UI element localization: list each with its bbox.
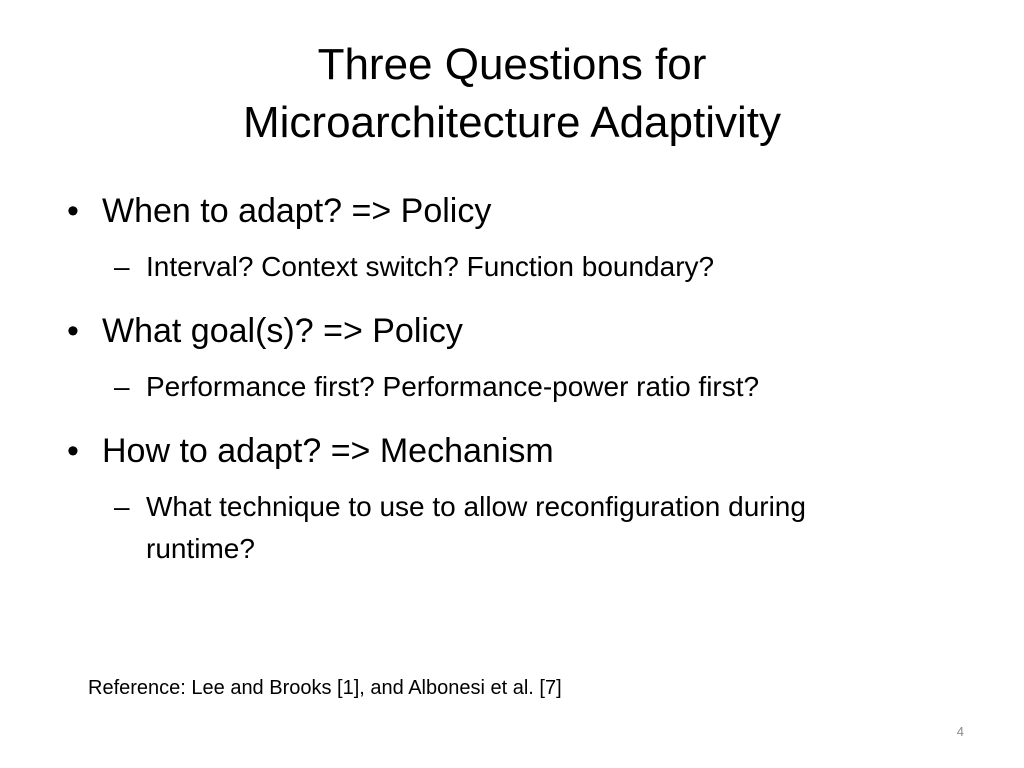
sub-bullet-text: Interval? Context switch? Function boundary? bbox=[146, 251, 715, 282]
slide-title-line-2: Microarchitecture Adaptivity bbox=[243, 98, 781, 147]
bullet-icon: • bbox=[67, 312, 79, 350]
bullet-item-how bbox=[58, 428, 958, 474]
sub-bullet-when bbox=[114, 246, 958, 288]
sub-bullet-text: What technique to use to allow reconfiguration during runtime? bbox=[146, 491, 806, 564]
slide-title-line-1: Three Questions for bbox=[317, 40, 707, 89]
bullet-list bbox=[58, 188, 958, 590]
bullet-text: When to adapt? => Policy bbox=[102, 192, 492, 230]
dash-icon: – bbox=[114, 371, 130, 402]
page-number: 4 bbox=[956, 724, 964, 739]
sub-bullet-text: Performance first? Performance-power ratio first? bbox=[146, 371, 760, 402]
reference-note: Reference: Lee and Brooks [1], and Albonesi et al. [7] bbox=[88, 677, 562, 699]
bullet-icon: • bbox=[67, 432, 79, 470]
bullet-item-goal bbox=[58, 308, 958, 354]
sub-bullet-how bbox=[114, 486, 906, 570]
bullet-text: What goal(s)? => Policy bbox=[102, 312, 463, 350]
sub-bullet-goal bbox=[114, 366, 958, 408]
bullet-icon: • bbox=[67, 192, 79, 230]
bullet-item-when bbox=[58, 188, 958, 234]
bullet-text: How to adapt? => Mechanism bbox=[102, 432, 554, 470]
slide-title bbox=[80, 36, 944, 152]
dash-icon: – bbox=[114, 491, 130, 522]
dash-icon: – bbox=[114, 251, 130, 282]
